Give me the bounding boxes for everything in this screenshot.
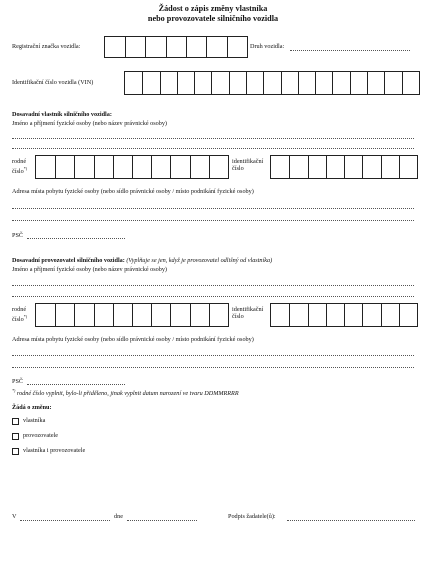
plate-cell[interactable]: [186, 37, 206, 57]
owner-birth-number-boxes[interactable]: [35, 155, 229, 179]
form-title-line-1: Žádost o zápis změny vlastníka: [158, 4, 268, 13]
rc-cell[interactable]: [113, 156, 132, 178]
ic-cell[interactable]: [326, 304, 344, 326]
rc-cell[interactable]: [36, 156, 55, 178]
operator-rc-sup: *): [23, 314, 28, 319]
option-operator-label: provozovatele: [23, 432, 59, 439]
vin-cell[interactable]: [211, 72, 228, 94]
footnote-mark: *): [12, 388, 16, 393]
ic-cell[interactable]: [344, 304, 362, 326]
operator-heading: Dosavadní provozovatel silničního vozidla:: [12, 257, 125, 264]
rc-cell[interactable]: [190, 304, 209, 326]
ic-cell[interactable]: [399, 304, 417, 326]
rc-cell[interactable]: [170, 304, 189, 326]
operator-heading-note: (Vyplňuje se jen, když je provozovatel odlišný od vlastníka): [126, 257, 273, 264]
operator-id-number-boxes[interactable]: [270, 303, 418, 327]
request-heading: Žádá o změnu:: [12, 404, 52, 411]
operator-birth-number-boxes[interactable]: [35, 303, 229, 327]
rc-cell[interactable]: [55, 156, 74, 178]
signature-label: Podpis žadatele(ů):: [228, 513, 276, 520]
operator-address-line-1[interactable]: [12, 355, 414, 356]
vin-cell[interactable]: [160, 72, 177, 94]
vin-cell[interactable]: [263, 72, 280, 94]
date-label: dne: [114, 513, 123, 520]
operator-name-label: Jméno a příjmení fyzické osoby (nebo název právnické osoby): [12, 266, 167, 273]
plate-cell[interactable]: [105, 37, 125, 57]
operator-name-line-2[interactable]: [12, 296, 414, 297]
ic-cell[interactable]: [271, 304, 289, 326]
operator-address-line-2[interactable]: [12, 367, 414, 368]
owner-psc-label: PSČ: [12, 232, 24, 239]
footnote-text: rodné číslo vyplnit, bylo-li přiděleno, jinak vyplnit datum narození ve tvaru DDMMRRRR: [16, 390, 239, 398]
place-field[interactable]: [20, 520, 110, 521]
owner-ic-label-1: identifikační: [232, 158, 264, 165]
owner-psc-field[interactable]: [27, 238, 125, 239]
rc-cell[interactable]: [55, 304, 74, 326]
footnote-wrap: [12, 387, 239, 398]
ic-cell[interactable]: [271, 156, 289, 178]
vehicle-type-label: Druh vozidla:: [250, 43, 285, 50]
operator-rc-label-2: číslo: [12, 316, 24, 324]
rc-cell[interactable]: [209, 304, 228, 326]
ic-cell[interactable]: [289, 156, 307, 178]
operator-name-line-1[interactable]: [12, 285, 414, 286]
operator-heading-wrap: [12, 257, 272, 265]
rc-cell[interactable]: [36, 304, 55, 326]
ic-cell[interactable]: [381, 304, 399, 326]
rc-cell[interactable]: [151, 156, 170, 178]
ic-cell[interactable]: [399, 156, 417, 178]
option-owner-label: vlastníka: [23, 417, 46, 424]
vin-cell[interactable]: [281, 72, 298, 94]
vehicle-type-field[interactable]: [290, 50, 410, 51]
date-field[interactable]: [127, 520, 197, 521]
ic-cell[interactable]: [326, 156, 344, 178]
vin-cell[interactable]: [177, 72, 194, 94]
checkbox-owner[interactable]: [12, 418, 19, 425]
registration-plate-label: Registrační značka vozidla:: [12, 43, 81, 50]
rc-cell[interactable]: [74, 304, 93, 326]
owner-name-label: Jméno a příjmení fyzické osoby (nebo název právnické osoby): [12, 120, 167, 127]
operator-address-label: Adresa místa pobytu fyzické osoby (nebo sídlo právnické osoby / místo podnikání fyzické osoby): [12, 336, 254, 343]
owner-rc-sup: *): [23, 166, 28, 171]
vin-cell[interactable]: [298, 72, 315, 94]
owner-name-line-1[interactable]: [12, 138, 414, 139]
owner-id-number-boxes[interactable]: [270, 155, 418, 179]
rc-cell[interactable]: [190, 156, 209, 178]
ic-cell[interactable]: [381, 156, 399, 178]
ic-cell[interactable]: [344, 156, 362, 178]
operator-rc-label-1: rodné: [12, 306, 27, 313]
vin-cell[interactable]: [350, 72, 367, 94]
rc-cell[interactable]: [151, 304, 170, 326]
plate-cell[interactable]: [166, 37, 186, 57]
rc-cell[interactable]: [113, 304, 132, 326]
owner-address-label: Adresa místa pobytu fyzické osoby (nebo sídlo právnické osoby / místo podnikání fyzické osoby): [12, 188, 254, 195]
plate-cell[interactable]: [206, 37, 226, 57]
vin-cell[interactable]: [142, 72, 159, 94]
ic-cell[interactable]: [308, 304, 326, 326]
ic-cell[interactable]: [289, 304, 307, 326]
option-both-label: vlastníka i provozovatele: [23, 447, 86, 454]
operator-psc-label: PSČ: [12, 378, 24, 385]
vin-cell[interactable]: [367, 72, 384, 94]
rc-cell[interactable]: [170, 156, 189, 178]
registration-plate-boxes[interactable]: [104, 36, 248, 58]
vin-cell[interactable]: [125, 72, 142, 94]
plate-cell[interactable]: [145, 37, 165, 57]
operator-rc-label-2-wrap: [12, 313, 27, 324]
operator-psc-field[interactable]: [27, 384, 125, 385]
vin-cell[interactable]: [194, 72, 211, 94]
vin-cell[interactable]: [315, 72, 332, 94]
owner-ic-label-2: číslo: [232, 165, 244, 172]
vin-cell[interactable]: [332, 72, 349, 94]
owner-rc-label-2-wrap: [12, 165, 27, 176]
owner-name-line-2[interactable]: [12, 148, 414, 149]
checkbox-operator[interactable]: [12, 433, 19, 440]
owner-address-line-2[interactable]: [12, 220, 414, 221]
owner-rc-label-1: rodné: [12, 158, 27, 165]
vin-cell[interactable]: [246, 72, 263, 94]
vin-label: Identifikační číslo vozidla (VIN): [12, 79, 94, 86]
rc-cell[interactable]: [132, 304, 151, 326]
rc-cell[interactable]: [209, 156, 228, 178]
place-label: V: [12, 513, 17, 520]
plate-cell[interactable]: [125, 37, 145, 57]
owner-address-line-1[interactable]: [12, 208, 414, 209]
operator-ic-label-1: identifikační: [232, 306, 264, 313]
checkbox-owner-and-operator[interactable]: [12, 448, 19, 455]
vin-cell[interactable]: [229, 72, 246, 94]
signature-field[interactable]: [287, 520, 415, 521]
vin-cell[interactable]: [384, 72, 401, 94]
owner-heading: Dosavadní vlastník silničního vozidla:: [12, 111, 112, 118]
vin-boxes[interactable]: [124, 71, 420, 95]
rc-cell[interactable]: [74, 156, 93, 178]
rc-cell[interactable]: [94, 156, 113, 178]
ic-cell[interactable]: [308, 156, 326, 178]
plate-cell[interactable]: [227, 37, 247, 57]
rc-cell[interactable]: [94, 304, 113, 326]
form-title-line-2: nebo provozovatele silničního vozidla: [147, 14, 279, 23]
ic-cell[interactable]: [362, 304, 380, 326]
rc-cell[interactable]: [132, 156, 151, 178]
ic-cell[interactable]: [362, 156, 380, 178]
operator-ic-label-2: číslo: [232, 313, 244, 320]
vin-cell[interactable]: [402, 72, 419, 94]
owner-rc-label-2: číslo: [12, 168, 24, 176]
